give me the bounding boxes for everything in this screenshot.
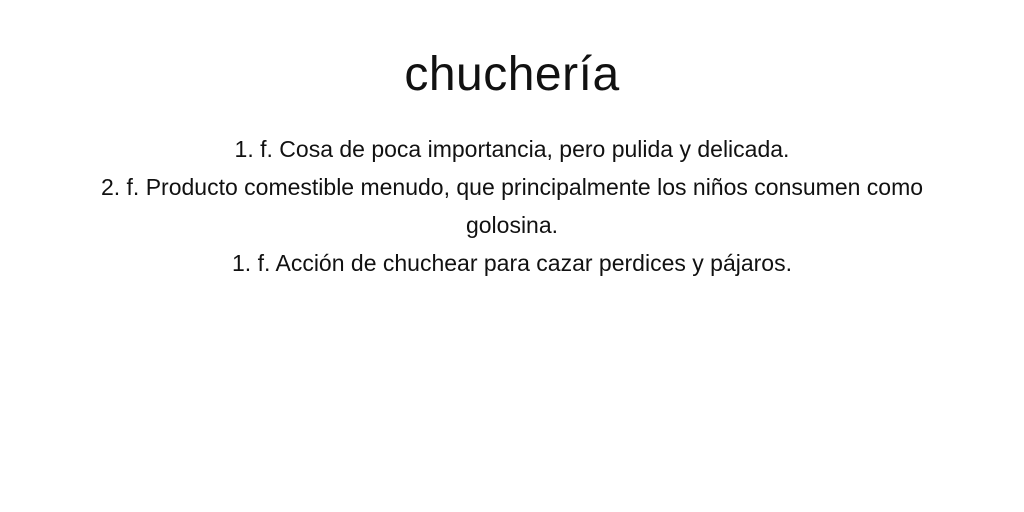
definition-item: 1. f. Cosa de poca importancia, pero pulida y delicada. bbox=[234, 136, 790, 162]
definition-item: 1. f. Acción de chuchear para cazar perdices y pájaros. bbox=[232, 250, 792, 276]
definition-list bbox=[52, 130, 972, 282]
entry-word: chuchería bbox=[404, 48, 620, 101]
definition-item: 2. f. Producto comestible menudo, que principalmente los niños consumen como golosina. bbox=[100, 174, 924, 238]
